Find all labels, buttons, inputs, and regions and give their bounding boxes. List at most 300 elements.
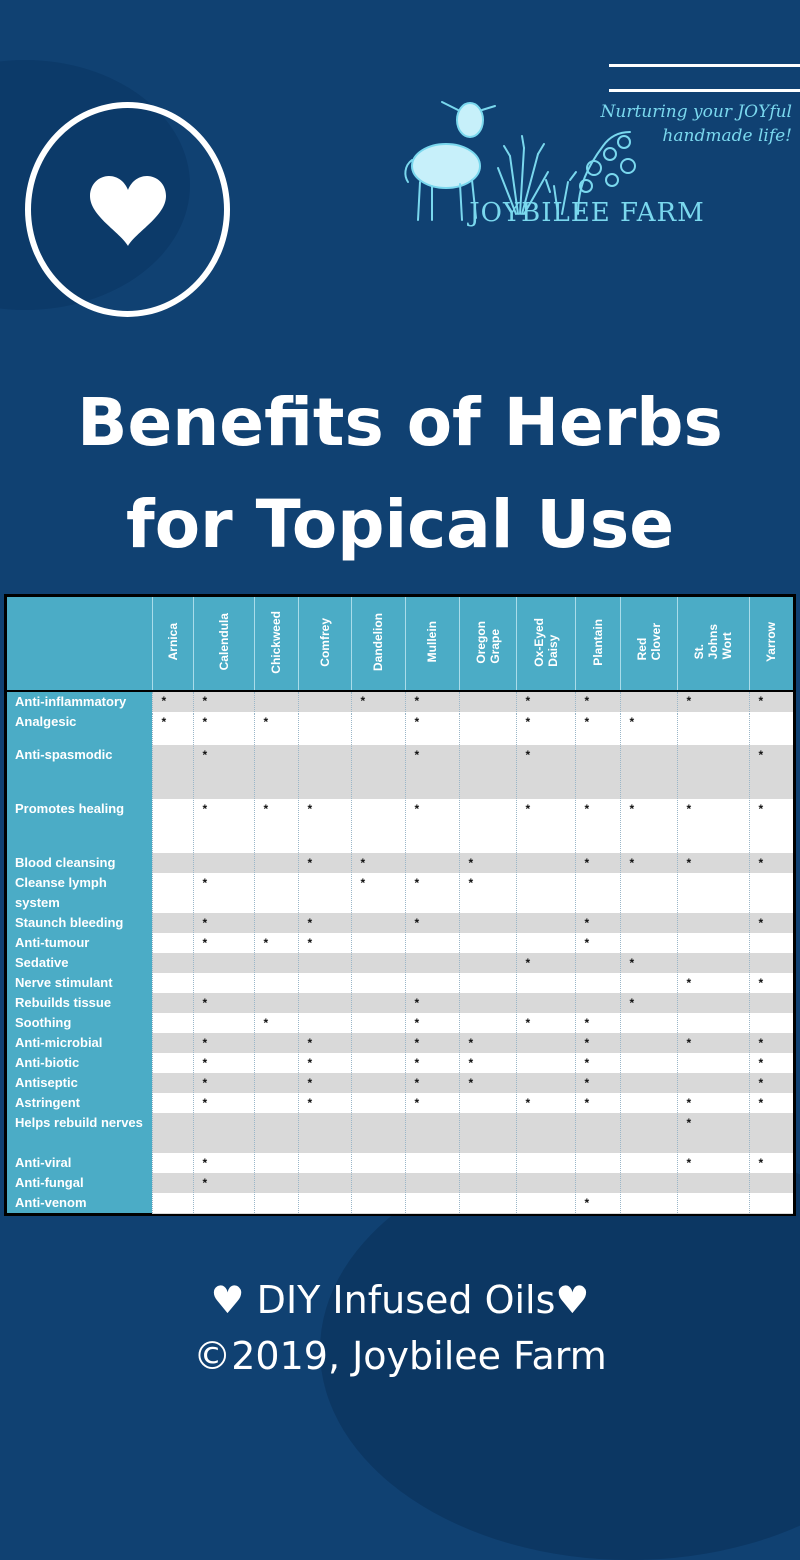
table-cell — [620, 933, 677, 953]
table-row — [7, 953, 793, 973]
table-cell: * — [620, 712, 677, 745]
table-cell — [298, 1153, 351, 1173]
table-cell — [152, 1193, 193, 1213]
table-cell — [620, 1073, 677, 1093]
table-cell: * — [575, 913, 620, 933]
table-cell: * — [620, 993, 677, 1013]
table-row — [7, 799, 793, 853]
page-title-line1: Benefits of Herbs — [77, 384, 723, 461]
table-cell: * — [575, 1073, 620, 1093]
table-cell — [516, 993, 575, 1013]
table-cell — [620, 973, 677, 993]
table-cell: * — [749, 691, 793, 712]
table-cell: * — [405, 691, 459, 712]
table-cell — [254, 1193, 298, 1213]
table-cell — [677, 933, 749, 953]
table-cell — [152, 953, 193, 973]
table-cell — [351, 973, 405, 993]
table-cell: * — [405, 1093, 459, 1113]
page-title-line2: for Topical Use — [126, 486, 674, 563]
table-cell — [254, 1093, 298, 1113]
table-cell: * — [351, 873, 405, 913]
table-cell: * — [459, 873, 516, 913]
table-cell: * — [575, 1053, 620, 1073]
table-cell — [298, 745, 351, 799]
table-cell — [254, 1033, 298, 1053]
table-cell — [152, 1113, 193, 1153]
table-cell — [459, 745, 516, 799]
table-cell: * — [254, 1013, 298, 1033]
table-cell: * — [575, 799, 620, 853]
table-cell — [620, 1013, 677, 1033]
table-cell — [152, 973, 193, 993]
column-header-label: Chickweed — [269, 610, 283, 674]
table-cell: * — [677, 1033, 749, 1053]
table-cell — [152, 799, 193, 853]
table-cell: * — [298, 913, 351, 933]
table-cell — [152, 1093, 193, 1113]
table-cell — [620, 1193, 677, 1213]
table-cell — [254, 1113, 298, 1153]
table-cell — [749, 993, 793, 1013]
column-header-label: Arnica — [165, 623, 180, 661]
table-cell: * — [193, 913, 254, 933]
row-label: Anti-inflammatory — [7, 691, 152, 712]
table-cell — [575, 993, 620, 1013]
table-cell — [749, 953, 793, 973]
table-row — [7, 1113, 793, 1153]
table-cell — [254, 1053, 298, 1073]
table-cell — [516, 853, 575, 873]
table-cell — [152, 853, 193, 873]
table-cell — [152, 745, 193, 799]
table-cell — [254, 913, 298, 933]
table-cell: * — [405, 1053, 459, 1073]
table-cell: * — [193, 1093, 254, 1113]
table-cell: * — [298, 853, 351, 873]
column-header — [620, 597, 677, 691]
table-cell — [575, 973, 620, 993]
row-label: Nerve stimulant — [7, 973, 152, 993]
table-cell: * — [749, 1153, 793, 1173]
table-cell: * — [749, 1093, 793, 1113]
table-cell: * — [405, 799, 459, 853]
table-cell: * — [298, 1093, 351, 1113]
table-cell — [516, 1193, 575, 1213]
table-cell — [193, 1193, 254, 1213]
table-cell — [677, 993, 749, 1013]
table-cell: * — [749, 1033, 793, 1053]
table-row — [7, 1033, 793, 1053]
table-cell — [677, 1193, 749, 1213]
table-cell — [298, 712, 351, 745]
column-header-label: Plantain — [590, 618, 605, 666]
table-cell — [516, 1173, 575, 1193]
table-cell — [620, 1113, 677, 1153]
footer-line1: ♥ DIY Infused Oils♥ — [210, 1278, 590, 1322]
table-cell: * — [575, 691, 620, 712]
table-cell: * — [193, 993, 254, 1013]
table-cell: * — [298, 1053, 351, 1073]
column-header-label: Comfrey — [317, 617, 332, 667]
table-cell — [749, 933, 793, 953]
table-cell: * — [193, 799, 254, 853]
table-cell: * — [351, 691, 405, 712]
row-label: Rebuilds tissue — [7, 993, 152, 1013]
table-cell — [254, 745, 298, 799]
table-cell — [254, 853, 298, 873]
table-cell — [405, 1173, 459, 1193]
table-cell — [193, 853, 254, 873]
table-cell — [749, 712, 793, 745]
table-cell — [677, 913, 749, 933]
column-header — [677, 597, 749, 691]
table-cell: * — [677, 1113, 749, 1153]
page-title — [0, 372, 800, 576]
brand-tagline: Nurturing your JOYful handmade life! — [600, 102, 792, 146]
table-cell: * — [516, 691, 575, 712]
table-cell — [351, 1033, 405, 1053]
table-cell — [620, 1033, 677, 1053]
table-cell — [749, 1113, 793, 1153]
table-cell: * — [575, 1013, 620, 1033]
row-label: Helps rebuild nerves — [7, 1113, 152, 1153]
row-label: Staunch bleeding — [7, 913, 152, 933]
table-cell — [152, 993, 193, 1013]
table-cell: * — [459, 1053, 516, 1073]
column-header — [575, 597, 620, 691]
table-cell — [351, 933, 405, 953]
table-cell: * — [193, 712, 254, 745]
table-cell — [351, 712, 405, 745]
table-cell — [516, 1033, 575, 1053]
row-label: Soothing — [7, 1013, 152, 1033]
table-cell — [351, 993, 405, 1013]
row-label: Blood cleansing — [7, 853, 152, 873]
table-cell — [351, 745, 405, 799]
table-cell: * — [405, 873, 459, 913]
table-cell — [575, 953, 620, 973]
table-cell — [516, 1153, 575, 1173]
table-cell: * — [620, 953, 677, 973]
column-header-label: Ox-Eyed Daisy — [531, 617, 560, 667]
column-header — [405, 597, 459, 691]
table-cell — [298, 1173, 351, 1193]
table-cell — [620, 1093, 677, 1113]
table-cell — [516, 873, 575, 913]
table-cell: * — [193, 1073, 254, 1093]
table-cell: * — [516, 1013, 575, 1033]
table-cell — [459, 1013, 516, 1033]
table-cell — [254, 1073, 298, 1093]
table-cell — [351, 1173, 405, 1193]
table-cell — [459, 1193, 516, 1213]
table-cell: * — [575, 712, 620, 745]
table-cell — [152, 1013, 193, 1033]
table-row — [7, 993, 793, 1013]
table-cell: * — [405, 1073, 459, 1093]
table-cell — [298, 1193, 351, 1213]
table-row — [7, 1013, 793, 1033]
table-row — [7, 1193, 793, 1213]
table-cell — [351, 1153, 405, 1173]
column-header-label: Calendula — [216, 613, 231, 671]
table-cell — [298, 1013, 351, 1033]
table-cell: * — [677, 691, 749, 712]
column-header-label: Yarrow — [764, 621, 779, 663]
table-cell: * — [677, 1093, 749, 1113]
table-cell — [620, 913, 677, 933]
table-cell: * — [405, 745, 459, 799]
table-cell: * — [405, 993, 459, 1013]
row-label: Anti-microbial — [7, 1033, 152, 1053]
table-cell — [749, 873, 793, 913]
table-cell: * — [575, 1033, 620, 1053]
table-cell — [298, 973, 351, 993]
table-cell — [405, 1193, 459, 1213]
table-cell — [152, 1033, 193, 1053]
table-row — [7, 933, 793, 953]
column-header — [459, 597, 516, 691]
row-label: Anti-spasmodic — [7, 745, 152, 799]
table-cell — [152, 1173, 193, 1193]
column-header — [351, 597, 405, 691]
table-cell: * — [152, 712, 193, 745]
table-cell: * — [254, 799, 298, 853]
table-cell — [351, 799, 405, 853]
footer — [0, 1272, 800, 1384]
brand-name: JOYBILEE FARM — [469, 198, 705, 228]
row-label: Anti-viral — [7, 1153, 152, 1173]
table-cell: * — [193, 691, 254, 712]
row-label: Anti-biotic — [7, 1053, 152, 1073]
table-cell: * — [405, 913, 459, 933]
table-row — [7, 1073, 793, 1093]
row-label: Antiseptic — [7, 1073, 152, 1093]
table-cell — [620, 1173, 677, 1193]
table-cell — [459, 933, 516, 953]
table-cell: * — [620, 799, 677, 853]
table-cell: * — [193, 745, 254, 799]
table-cell: * — [193, 1173, 254, 1193]
row-label: Analgesic — [7, 712, 152, 745]
row-label: Anti-fungal — [7, 1173, 152, 1193]
table-cell: * — [405, 712, 459, 745]
table-cell: * — [298, 1073, 351, 1093]
table-cell: * — [575, 1193, 620, 1213]
table-cell — [254, 993, 298, 1013]
table-cell — [351, 1013, 405, 1033]
heart-icon — [90, 176, 166, 246]
table-cell: * — [193, 1153, 254, 1173]
table-cell — [351, 1053, 405, 1073]
table-cell — [516, 1073, 575, 1093]
table-cell: * — [459, 1033, 516, 1053]
column-header — [152, 597, 193, 691]
table-row — [7, 691, 793, 712]
table-cell: * — [749, 913, 793, 933]
table-cell — [749, 1173, 793, 1193]
table-cell — [351, 1073, 405, 1093]
table-cell — [516, 1113, 575, 1153]
table-cell: * — [193, 873, 254, 913]
table-cell — [298, 873, 351, 913]
table-cell — [405, 1113, 459, 1153]
table-header-row — [7, 597, 793, 691]
table-cell — [677, 745, 749, 799]
table-cell — [351, 953, 405, 973]
table-cell — [351, 1093, 405, 1113]
table-cell: * — [193, 1053, 254, 1073]
table-row — [7, 745, 793, 799]
column-header — [516, 597, 575, 691]
table-row — [7, 973, 793, 993]
table-cell: * — [298, 799, 351, 853]
table-cell — [351, 1113, 405, 1153]
column-header-label: Dandelion — [371, 612, 385, 671]
table-cell — [152, 1053, 193, 1073]
table-cell — [575, 1153, 620, 1173]
table-cell — [254, 1153, 298, 1173]
table-cell: * — [677, 973, 749, 993]
column-header-label: Red Clover — [634, 623, 663, 661]
table-cell: * — [620, 853, 677, 873]
table-cell — [516, 1053, 575, 1073]
table-cell: * — [152, 691, 193, 712]
table-cell: * — [749, 745, 793, 799]
table-cell: * — [298, 933, 351, 953]
table-cell: * — [459, 853, 516, 873]
table-cell: * — [575, 853, 620, 873]
table-row — [7, 873, 793, 913]
table-cell — [575, 1113, 620, 1153]
column-header — [298, 597, 351, 691]
table-cell — [677, 1073, 749, 1093]
table-cell — [459, 1153, 516, 1173]
table-cell: * — [254, 933, 298, 953]
table-cell — [516, 973, 575, 993]
table-cell: * — [405, 1033, 459, 1053]
table-cell: * — [516, 953, 575, 973]
column-header — [193, 597, 254, 691]
table-cell — [749, 1013, 793, 1033]
table-cell — [405, 1153, 459, 1173]
table-cell: * — [575, 1093, 620, 1113]
table-cell: * — [193, 1033, 254, 1053]
table-row — [7, 1153, 793, 1173]
table-cell: * — [516, 745, 575, 799]
table-cell: * — [749, 1073, 793, 1093]
table-cell: * — [677, 1153, 749, 1173]
table-cell — [575, 1173, 620, 1193]
table-cell — [193, 953, 254, 973]
table-cell: * — [677, 799, 749, 853]
table-cell — [298, 1113, 351, 1153]
table-cell: * — [298, 1033, 351, 1053]
table-cell: * — [749, 799, 793, 853]
table-row — [7, 1093, 793, 1113]
table-cell — [254, 973, 298, 993]
table-cell — [459, 1113, 516, 1153]
row-label: Cleanse lymph system — [7, 873, 152, 913]
table-cell: * — [516, 1093, 575, 1113]
table-cell — [575, 745, 620, 799]
table-row — [7, 913, 793, 933]
table-cell: * — [575, 933, 620, 953]
table-cell — [677, 1173, 749, 1193]
table-cell — [152, 933, 193, 953]
table-cell — [516, 913, 575, 933]
table-cell: * — [254, 712, 298, 745]
column-header-label: Mullein — [425, 621, 439, 663]
row-label: Anti-tumour — [7, 933, 152, 953]
table-cell — [405, 953, 459, 973]
table-cell — [298, 691, 351, 712]
table-row — [7, 853, 793, 873]
table-cell — [152, 873, 193, 913]
table-cell — [152, 1073, 193, 1093]
table-cell: * — [193, 933, 254, 953]
table-cell — [749, 1193, 793, 1213]
table-row — [7, 712, 793, 745]
table-cell — [351, 913, 405, 933]
column-header-label: Oregon Grape — [473, 620, 502, 664]
table-corner-cell — [7, 597, 152, 691]
table-cell — [620, 745, 677, 799]
table-cell: * — [351, 853, 405, 873]
row-label: Promotes healing — [7, 799, 152, 853]
column-header-label: St. Johns Wort — [692, 624, 734, 660]
table-cell — [152, 1153, 193, 1173]
table-cell — [193, 1113, 254, 1153]
table-cell — [459, 913, 516, 933]
table-cell — [459, 799, 516, 853]
table-cell: * — [749, 1053, 793, 1073]
table-row — [7, 1053, 793, 1073]
footer-line2: ©2019, Joybilee Farm — [193, 1334, 607, 1378]
table-cell — [351, 1193, 405, 1213]
table-cell — [193, 973, 254, 993]
table-cell — [620, 873, 677, 913]
table-cell: * — [516, 799, 575, 853]
table-cell — [459, 1093, 516, 1113]
table-cell — [459, 953, 516, 973]
table-cell — [620, 691, 677, 712]
table-cell: * — [459, 1073, 516, 1093]
table-cell — [405, 853, 459, 873]
row-label: Astringent — [7, 1093, 152, 1113]
table-cell — [575, 873, 620, 913]
table-cell — [516, 933, 575, 953]
table-cell — [254, 953, 298, 973]
table-cell: * — [749, 973, 793, 993]
column-header — [254, 597, 298, 691]
table-cell — [620, 1053, 677, 1073]
table-cell — [152, 913, 193, 933]
table-cell — [459, 1173, 516, 1193]
table-cell — [677, 1053, 749, 1073]
table-cell — [405, 933, 459, 953]
table-cell: * — [405, 1013, 459, 1033]
table-cell — [459, 712, 516, 745]
table-cell: * — [677, 853, 749, 873]
table-cell — [620, 1153, 677, 1173]
table-cell — [459, 993, 516, 1013]
table-cell: * — [749, 853, 793, 873]
table-cell — [254, 873, 298, 913]
table-cell — [405, 973, 459, 993]
table-cell — [193, 1013, 254, 1033]
